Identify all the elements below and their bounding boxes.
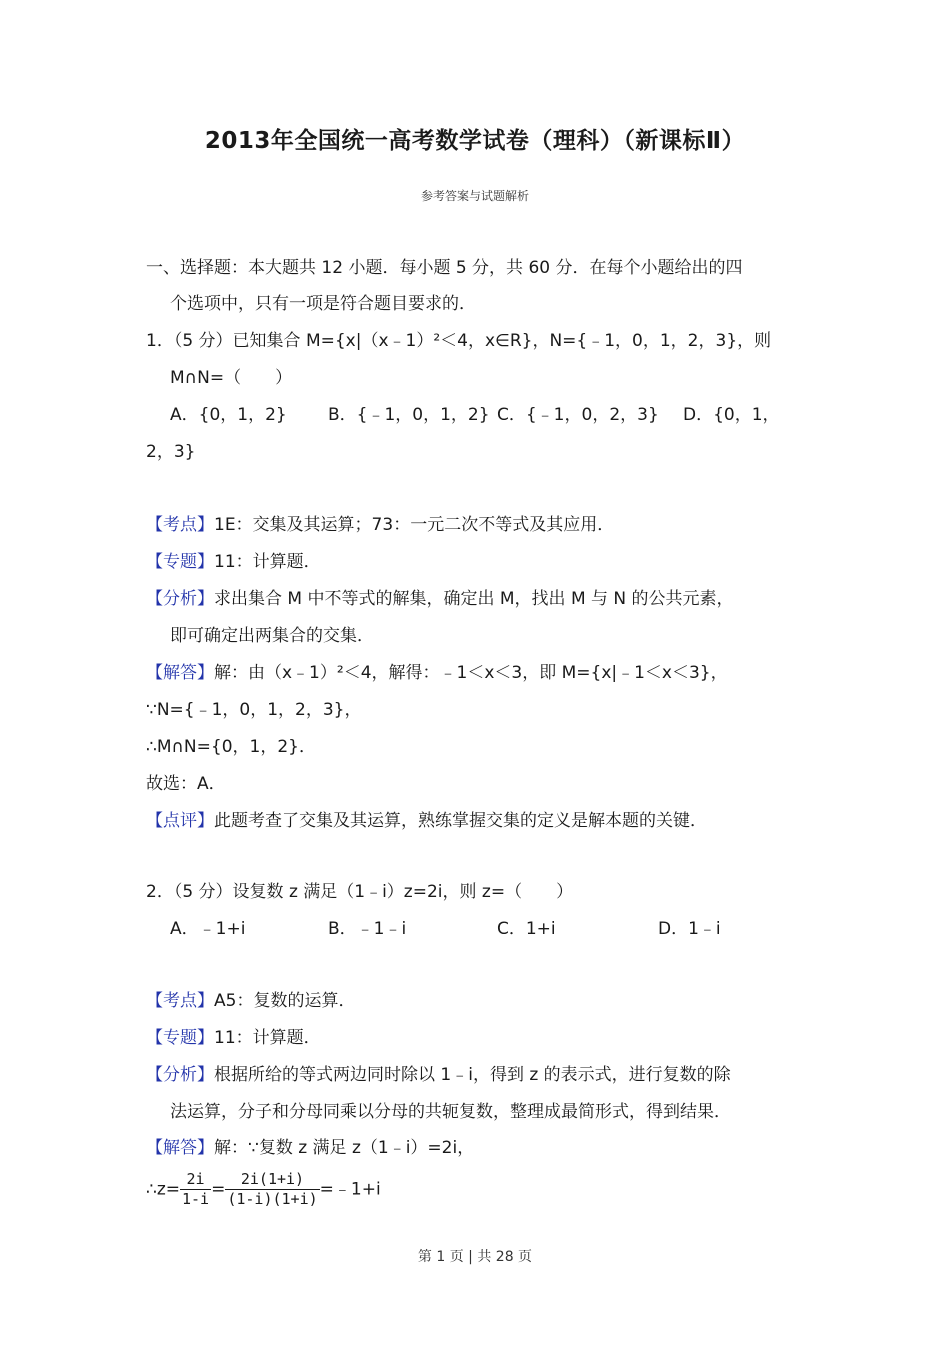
q2-option-c: C．1+i [497,919,556,939]
q2-kaodian-text: A5：复数的运算． [214,991,356,1011]
q1-kaodian-text: 1E：交集及其运算；73：一元二次不等式及其应用． [214,515,615,535]
jieda-tag: 【解答】 [146,663,214,683]
kaodian-tag: 【考点】 [146,515,214,535]
q1-jieda-line3: ∴M∩N={0，1，2}． [146,737,316,757]
q1-option-c: C．{﹣1，0，2，3} [497,405,659,425]
fraction-1-denominator: 1-i [181,1190,210,1208]
q2-kaodian [146,986,355,1011]
q2-stem: 2．（5 分）设复数 z 满足（1﹣i）z=2i，则 z=（ ） [146,882,574,902]
q1-zhuanti [146,547,321,572]
q2-jieda [146,1133,474,1158]
q2-option-a: A．﹣1+i [170,919,246,939]
q1-zhuanti-text: 11：计算题． [214,552,321,572]
kaodian-tag: 【考点】 [146,991,214,1011]
q1-jieda [146,658,728,683]
q1-kaodian [146,510,614,535]
q2-option-d: D．1﹣i [658,919,721,939]
q1-fenxi-text: 求出集合 M 中不等式的解集，确定出 M，找出 M 与 N 的公共元素， [214,589,734,609]
dianping-tag: 【点评】 [146,811,214,831]
q2-jieda-text: 解：∵复数 z 满足 z（1﹣i）=2i， [214,1138,475,1158]
q1-fenxi-line2: 即可确定出两集合的交集． [170,626,374,646]
q2-zhuanti [146,1023,321,1048]
q1-option-b: B．{﹣1，0，1，2} [328,405,490,425]
zhuanti-tag: 【专题】 [146,1028,214,1048]
q1-fenxi [146,584,734,609]
section-heading-line2: 个选项中，只有一项是符合题目要求的． [170,294,476,314]
equation-result: =﹣1+i [319,1179,381,1200]
equation-equals: = [211,1179,226,1200]
page-footer: 第 1 页 | 共 28 页 [417,1249,533,1265]
section-heading-line1: 一、选择题：本大题共 12 小题．每小题 5 分，共 60 分．在每个小题给出的四 [146,258,743,278]
q2-option-b: B．﹣1﹣i [328,919,407,939]
q1-stem-line1: 1．（5 分）已知集合 M={x|（x﹣1）²＜4，x∈R}，N={﹣1，0，1，2，3}，则 [146,331,772,351]
q1-jieda-text: 解：由（x﹣1）²＜4，解得：﹣1＜x＜3，即 M={x|﹣1＜x＜3}， [214,663,728,683]
q1-dianping-text: 此题考查了交集及其运算，熟练掌握交集的定义是解本题的关键． [214,811,707,831]
q2-fenxi-line2: 法运算，分子和分母同乘以分母的共轭复数，整理成最简形式，得到结果． [170,1102,731,1122]
q2-fenxi [146,1060,731,1085]
jieda-tag: 【解答】 [146,1138,214,1158]
q1-stem-line2: M∩N=（ ） [170,368,293,388]
q1-jieda-line2: ∵N={﹣1，0，1，2，3}， [146,700,362,720]
page-title: 2013年全国统一高考数学试卷（理科）（新课标Ⅱ） [204,128,746,154]
q2-equation [146,1170,381,1209]
q1-dianping [146,806,707,831]
q1-option-d-cont: 2，3} [146,442,196,462]
fraction-2 [225,1170,319,1209]
q1-option-a: A．{0，1，2} [170,405,287,425]
page-subtitle: 参考答案与试题解析 [420,189,529,203]
q2-zhuanti-text: 11：计算题． [214,1028,321,1048]
equation-prefix: ∴z= [146,1179,180,1200]
fraction-1 [180,1170,211,1209]
fenxi-tag: 【分析】 [146,1065,214,1085]
fraction-2-denominator: (1-i)(1+i) [227,1190,318,1208]
q1-jieda-line4: 故选：A． [146,774,226,794]
fraction-1-numerator: 2i [180,1170,211,1190]
fenxi-tag: 【分析】 [146,589,214,609]
q1-option-d: D．{0，1， [683,405,780,425]
zhuanti-tag: 【专题】 [146,552,214,572]
fraction-2-numerator: 2i(1+i) [225,1170,319,1190]
q2-fenxi-text: 根据所给的等式两边同时除以 1﹣i，得到 z 的表示式，进行复数的除 [214,1065,731,1085]
